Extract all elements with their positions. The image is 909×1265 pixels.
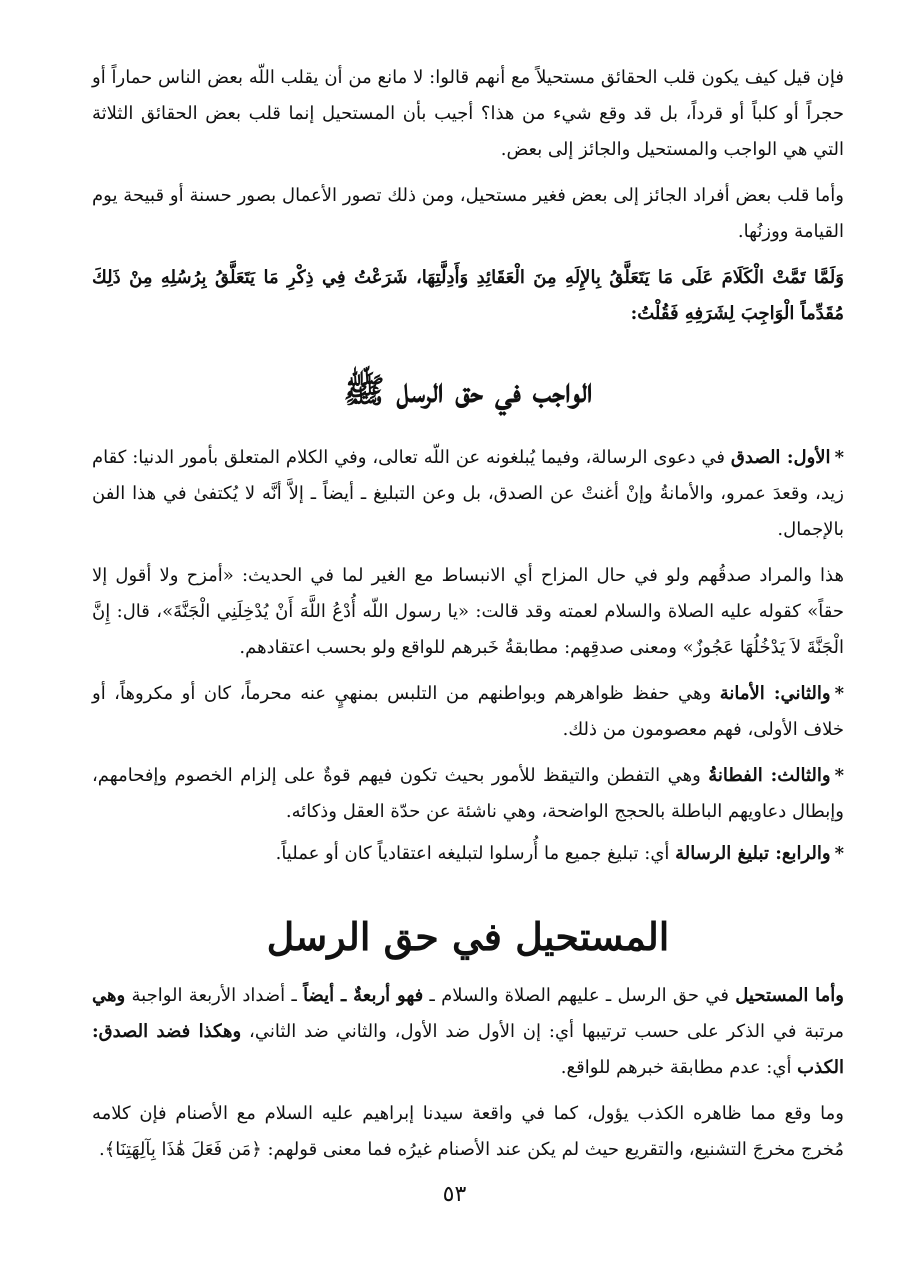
heading-obligatory-wrap: [92, 356, 844, 426]
item-label: والثالث: الفطانةُ: [708, 765, 831, 786]
list-item-intelligence: [92, 758, 844, 830]
list-item-conveying: [92, 836, 844, 872]
plain-phrase: أي: عدم مطابقة خبرهم للواقع.: [560, 1057, 798, 1078]
item-text: في دعوى الرسالة، وفيما يُبلغونه عن اللّه تعالى، وفي الكلام المتعلق بأمور الدنيا: كقام زيد، وقعدَ عمرو، والأمانةُ وإنْ أغنتْ عن الصدق، بل وعن التبليغ ـ أيضاً ـ إلاَّ أنَّه لا يُكتفىٰ في هذا الفن بالإجمال.: [92, 447, 844, 540]
section-heading-obligatory: الواجب في حق الرسل ﷺ: [343, 371, 593, 411]
item-label: الأول: الصدق: [730, 447, 831, 468]
plain-phrase: ـ أضداد الأربعة الواجبة: [125, 985, 304, 1006]
bullet-marker: *: [834, 843, 844, 864]
item-text: وهي التفطن والتيقظ للأمور بحيث تكون فيهم قوةٌ على إلزام الخصوم وإفحامهم، وإبطال دعاويهم الباطلة بالحجج الواضحة، وهي ناشئة عن حدّة العقل وذكائه.: [92, 765, 844, 822]
bullet-marker: *: [834, 765, 844, 786]
paragraph-impossible-reversal: فإن قيل كيف يكون قلب الحقائق مستحيلاً مع أنهم قالوا: لا مانع من أن يقلب اللّه بعض الناس حماراً أو حجراً أو كلباً أو قرداً، بل قد وقع شيء من هذا؟ أجيب بأن المستحيل إنما قلب بعض الحقائق الثلاثة التي هي الواجب والمستحيل والجائز إلى بعض.: [92, 67, 844, 160]
item-text: أي: تبليغ جميع ما أُرسلوا لتبليغه اعتقادياً كان أو عملياً.: [275, 843, 670, 864]
list-item-trustworthiness: [92, 676, 844, 748]
bold-phrase: وهكذا فضد الصدق: الكذب: [92, 1021, 844, 1078]
item-label: والثاني: الأمانة: [719, 683, 831, 704]
page-body: [92, 60, 844, 1168]
paragraph-permissible-reversal: وأما قلب بعض أفراد الجائز إلى بعض فغير مستحيل، ومن ذلك تصور الأعمال بصور حسنة أو قبيحة يوم القيامة ووزنُها.: [92, 185, 844, 242]
paragraph-impossible-attributes: [92, 978, 844, 1086]
bold-phrase: فهو أربعةٌ ـ أيضاً: [303, 985, 424, 1006]
item-text: وهي حفظ ظواهرهم وبواطنهم من التلبس بمنهيٍ عنه محرماً، كان أو مكروهاً، أو خلاف الأولى، فهم معصومون من ذلك.: [92, 683, 844, 740]
plain-phrase: في حق الرسل ـ عليهم الصلاة والسلام ـ: [423, 985, 736, 1006]
plain-phrase: مرتبة في الذكر على حسب ترتيبها أي: إن الأول ضد الأول، والثاني ضد الثاني،: [241, 1021, 844, 1042]
paragraph-hadith: هذا والمراد صدقُهم ولو في حال المزاح أي الانبساط مع الغير لما في الحديث: «أمزح ولا أقول إلا حقاً» كقوله عليه الصلاة والسلام لعمته وقد قالت: «يا رسول اللّه أُدْعُ اللَّهَ أَنْ يُدْخِلَنِي الْجَنَّةَ»، قال: إِنَّ الْجَنَّةَ لاَ يَدْخُلُهَا عَجُوزٌ» ومعنى صدقِهم: مطابقةُ خَبرهم للواقع ولو بحسب اعتقادهم.: [92, 565, 844, 658]
bold-phrase: وأما المستحيل: [735, 985, 845, 1006]
bullet-marker: *: [834, 683, 844, 704]
section-heading-impossible: المستحيل في حق الرسل: [266, 914, 670, 959]
heading-impossible-wrap: [92, 902, 844, 972]
list-item-truthfulness: [92, 440, 844, 548]
page-number: ٥٣: [442, 1182, 467, 1207]
bullet-marker: *: [834, 447, 844, 468]
item-label: والرابع: تبليغ الرسالة: [675, 843, 831, 864]
paragraph-transition: وَلَمَّا تَمَّتْ الْكَلَامَ عَلَى مَا يَتَعَلَّقُ بِالإِلَهِ مِنَ الْعَقَائِدِ وَأَدِلَّتِهَا، شَرَعْتُ فِي ذِكْرِ مَا يَتَعَلَّقُ بِرُسُلِهِ مِنْ ذَلِكَ مُقَدِّماً الْوَاجِبَ لِشَرَفِهِ فَقُلْتُ:: [92, 267, 844, 324]
paragraph-ibrahim: وما وقع مما ظاهره الكذب يؤول، كما في واقعة سيدنا إبراهيم عليه السلام مع الأصنام فإن كلامه مُخرج مخرجَ التشنيع، والتقريع حيث لم يكن عند الأصنام غيرُه فما معنى قولهم: ﴿مَن فَعَلَ هَٰذَا بِآلِهَتِنَا﴾.: [92, 1103, 844, 1160]
bold-phrase: وهي: [92, 985, 126, 1006]
